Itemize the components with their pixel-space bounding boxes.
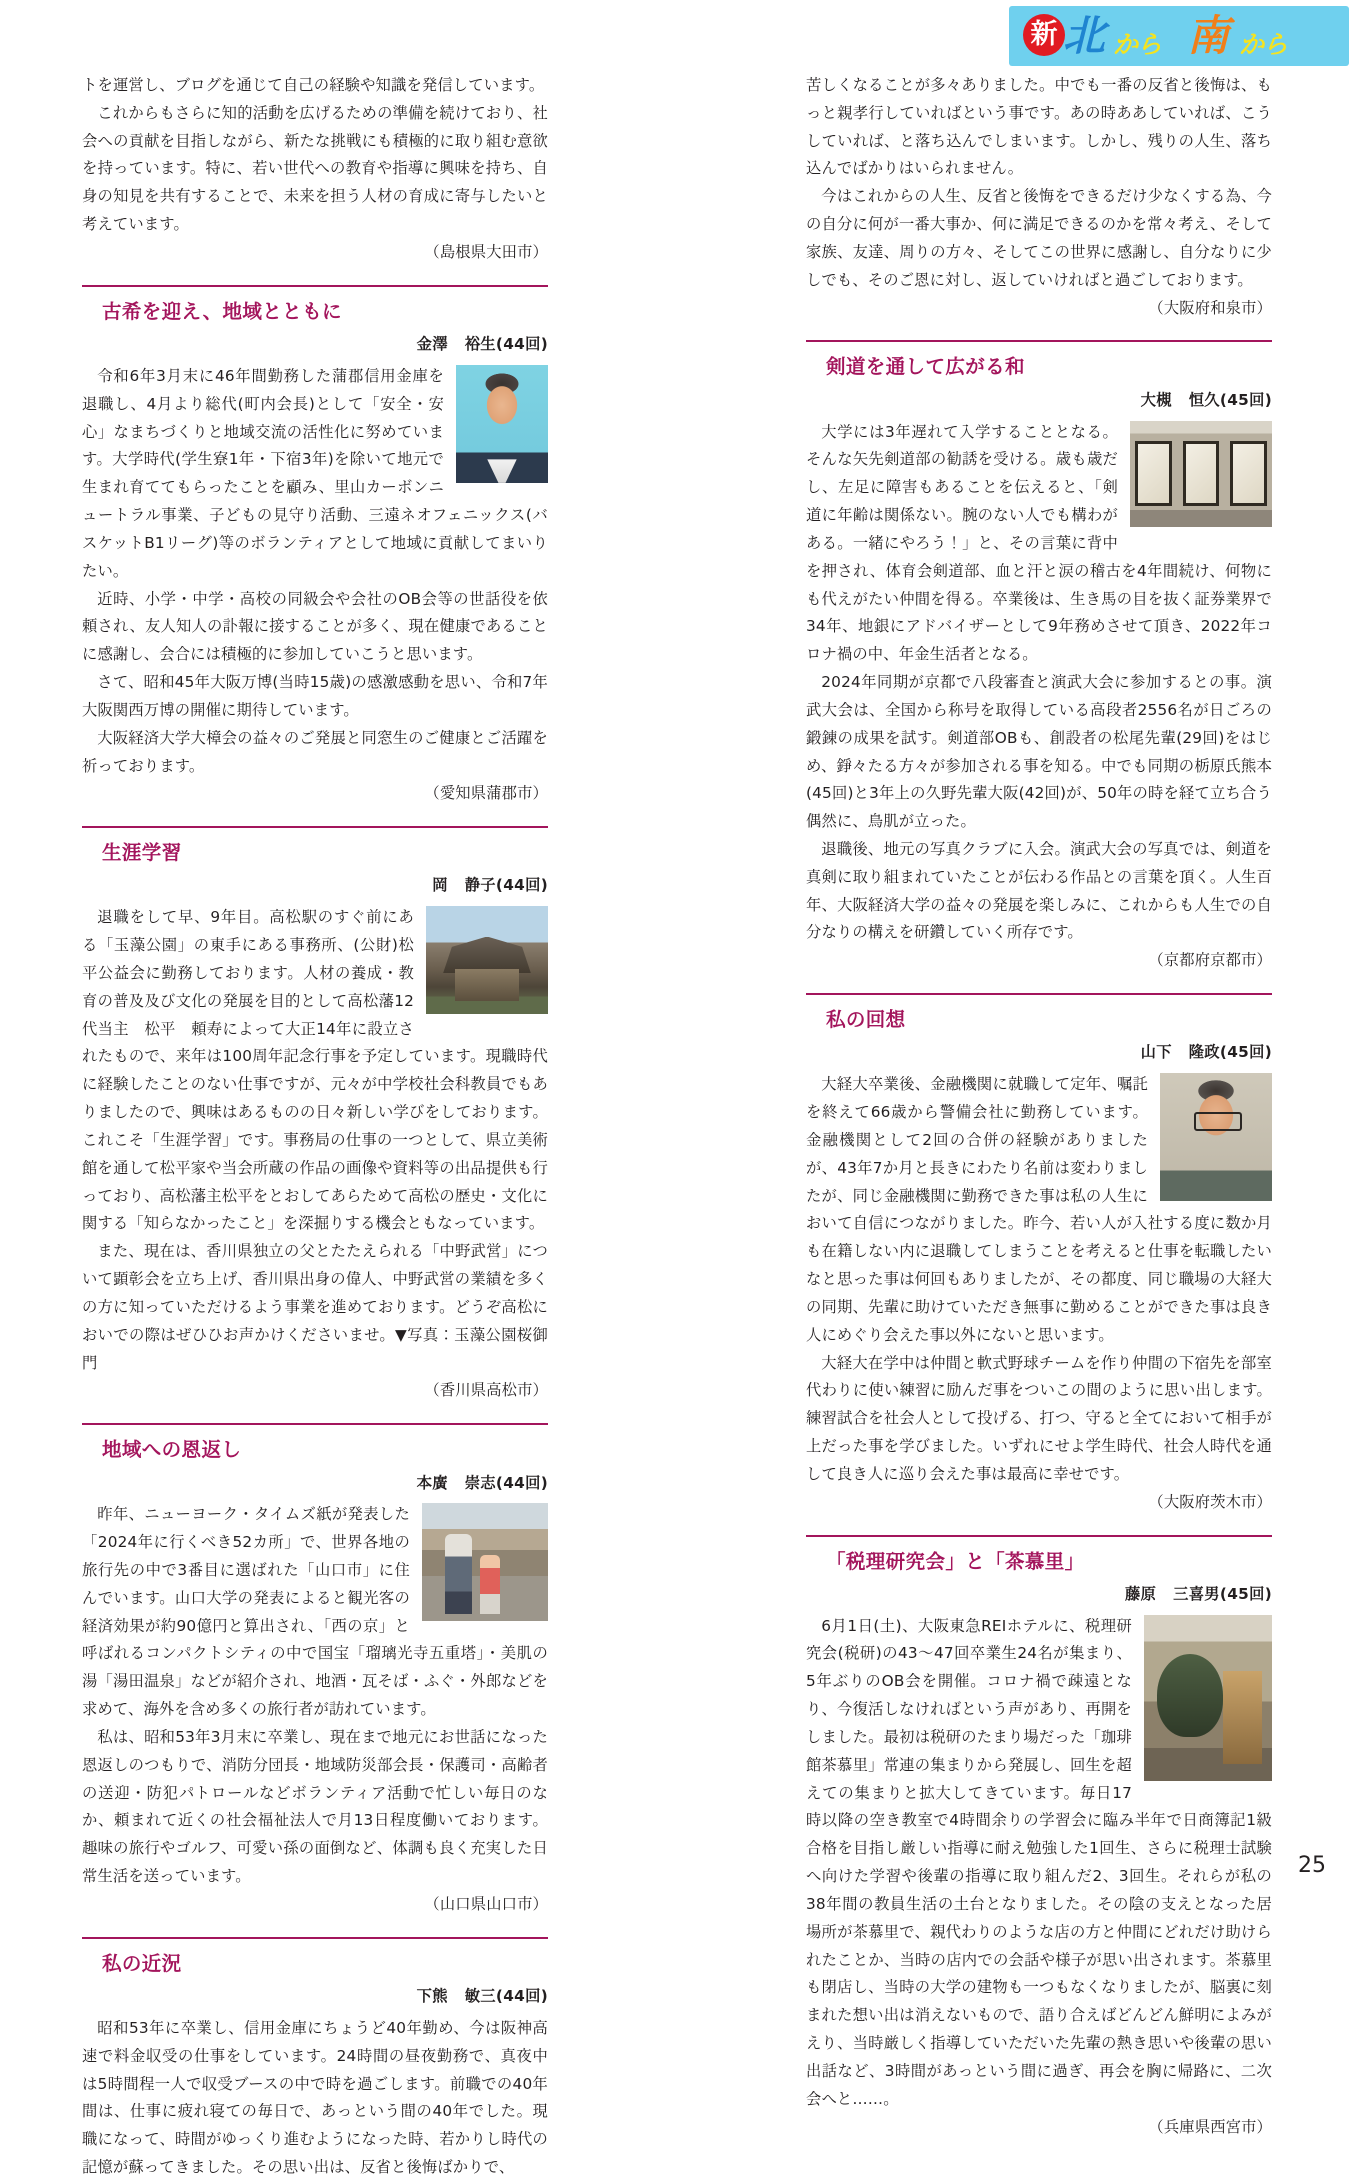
article-byline <box>82 1470 548 1498</box>
author-given-and-class: 隆政(45回) <box>1188 1043 1272 1062</box>
article-divider <box>806 340 1272 342</box>
masthead-word-minami: 南 <box>1187 11 1230 60</box>
author-surname: 金澤 <box>416 335 448 354</box>
article-title: 私の近況 <box>102 1951 182 1975</box>
author-surname: 山下 <box>1140 1043 1172 1062</box>
article-location: （兵庫県西宮市） <box>1148 2117 1272 2136</box>
photo-image <box>1160 1073 1272 1201</box>
article-location: （香川県高松市） <box>424 1381 548 1400</box>
article-byline <box>82 1983 548 2011</box>
paragraph: 退職をして早、9年目。高松駅のすぐ前にある「玉藻公園」の東手にある事務所、(公財)松平公益会に勤務しております。人材の養成・教育の普及及び文化の発展を目的として高松藩12代当主 松平 頼寿によって大正14年に設立されたもので、来年は100周年記念行事を予定しています。現職時代に経験したことのない仕事ですが、元々が中学校社会科教員でもありましたので、興味はあるものの日々新しい学びをしております。これこそ「生涯学習」です。事務局の仕事の一つとして、県立美術館を通して松平家や当会所蔵の作品の画像や資料等の出品提供も行っており、高松藩主松平をとおしてあらためて高松の歴史・文化に関する「知らなかったこと」を深掘りする機会ともなっています。 <box>82 908 548 1233</box>
paragraph: 昭和53年に卒業し、信用金庫にちょうど40年勤め、今は阪神高速で料金収受の仕事をしています。24時間の昼夜勤務で、真夜中は5時間程一人で収受ブースの中で時を過ごします。前職での40年間は、仕事に疲れ寝ての毎日で、あっという間の40年でした。現職になって、時間がゆっくり進むようになった時、若かりし時代の記憶が蘇ってきました。その思い出は、反省と後悔ばかりで、 <box>82 2018 548 2177</box>
article-divider <box>82 1423 548 1425</box>
article-shougai-gakushuu <box>82 826 548 1405</box>
column-right <box>806 72 1272 2141</box>
photo-image <box>456 365 548 483</box>
article-zeiri-kenkyuukai <box>806 1535 1272 2142</box>
article-chiiki-eno-ongaeshi <box>82 1423 548 1919</box>
paragraph: トを運営し、ブログを通じて自己の経験や知識を発信しています。 <box>82 76 545 94</box>
paragraph: 退職後、地元の写真クラブに入会。演武大会の写真では、剣道を真剣に取り組まれていたことが伝わる作品との言葉を頂く。人生百年、大阪経済大学の益々の発展を楽しみに、これからも人生での自分なりの構えを研鑽していく所存です。 <box>806 840 1272 942</box>
paragraph: 2024年同期が京都で八段審査と演武大会に参加するとの事。演武大会は、全国から称号を取得している高段者2556名が日ごろの鍛錬の成果を試す。剣道部OBも、創設者の松尾先輩(29回)をはじめ、錚々たる方々が参加される事を知る。中でも同期の栃原氏熊本(45回)と3年上の久野先輩大阪(42回)が、50年の時を経て立ち合う偶然に、鳥肌が立った。 <box>806 673 1272 831</box>
article-location: （山口県山口市） <box>424 1894 548 1913</box>
paragraph: 今はこれからの人生、反省と後悔をできるだけ少なくする為、今の自分に何が一番大事か、何に満足できるのかを常々考え、そして家族、友達、周りの方々、そしてこの世界に感謝し、自分なりに少しでも、そのご恩に対し、返していければと過ごしております。 <box>806 187 1272 289</box>
article-location: （島根県大田市） <box>424 242 548 261</box>
author-surname: 本廣 <box>416 1473 448 1492</box>
article-photo-castle-gate <box>426 906 548 1014</box>
author-given-and-class: 静子(44回) <box>464 876 548 895</box>
article-watashi-no-kinkyou <box>82 1937 548 2182</box>
article-byline <box>82 872 548 900</box>
photo-image <box>422 1503 548 1621</box>
article-photo-portrait <box>1160 1073 1272 1201</box>
masthead-banner-inner <box>1009 6 1349 66</box>
article-photo-framed-certificates <box>1130 421 1272 527</box>
article-photo-portrait <box>456 365 548 483</box>
paragraph: 近時、小学・中学・高校の同級会や会社のOB会等の世話役を依頼され、友人知人の訃報に接することが多く、現在健康であることに感謝し、会合には積極的に参加していこうと思います。 <box>82 589 548 664</box>
article-title: 私の回想 <box>826 1008 906 1032</box>
article-location: （大阪府茨木市） <box>1148 1492 1272 1511</box>
paragraph: 昨年、ニューヨーク・タイムズ紙が発表した「2024年に行くべき52カ所」で、世界各地の旅行先の中で3番目に選ばれた「山口市」に住んでいます。山口大学の発表によると観光客の経済効果が約90億円と算出され、「西の京」と呼ばれるコンパクトシティの中で国宝「瑠璃光寺五重塔」・美肌の湯「湯田温泉」などが紹介され、地酒・瓦そば・ふぐ・外郎などを求めて、海外を含め多くの旅行者が訪れています。 <box>82 1505 548 1719</box>
article-continued-left <box>82 72 548 267</box>
author-surname: 藤原 <box>1125 1584 1157 1603</box>
paragraph: また、現在は、香川県独立の父とたたえられる「中野武営」について顕彰会を立ち上げ、香川県出身の偉人、中野武営の業績を多くの方に知っていただけるよう事業を進めております。どうぞ高松においでの際はぜひひお声かけくださいませ。▼写真：玉藻公園桜御門 <box>82 1242 548 1372</box>
author-given-and-class: 崇志(44回) <box>464 1473 548 1492</box>
photo-image <box>426 906 548 1014</box>
article-kendo <box>806 340 1272 975</box>
article-title: 「税理研究会」と「茶慕里」 <box>826 1549 1085 1573</box>
column-left <box>82 72 548 2182</box>
article-byline <box>806 1581 1272 1609</box>
author-given-and-class: 敏三(44回) <box>464 1987 548 2006</box>
paragraph: 令和6年3月末に46年間勤務した蒲郡信用金庫を退職し、4月より総代(町内会長)として「安全・安心」なまちづくりと地域交流の活性化に努めています。大学時代(学生寮1年・下宿3年)を除いて地元で生まれ育ててもらったことを顧み、里山カーボンニュートラル事業、子どもの見守り活動、三遠ネオフェニックス(バスケットB1リーグ)等のボランティアとして地域に貢献してまいりたい。 <box>82 366 548 580</box>
article-location: （京都府京都市） <box>1148 951 1272 970</box>
paragraph: 大経大在学中は仲間と軟式野球チームを作り仲間の下宿先を部室代わりに使い練習に励んだ事をついこの間のように思い出します。練習試合を社会人として投げる、打つ、守ると全てにおいて相手が上だった事を学びました。いずれにせよ学生時代、社会人時代を通して良き人に巡り会えた事は最高に幸せです。 <box>806 1353 1272 1483</box>
paragraph: 6月1日(土)、大阪東急REIホテルに、税理研究会(税研)の43〜47回卒業生24名が集まり、5年ぶりのOB会を開催。コロナ禍で疎遠となり、今復活しなければという声があり、再開をしました。最初は税研のたまり場だった「珈琲館茶慕里」常連の集まりから発展し、回生を超えての集まりと拡大してきています。毎日17時以降の空き教室で4時間余りの学習会に臨み半年で日商簿記1級合格を目指し厳しい指導に耐え勉強した1回生、さらに税理士試験へ向けた学習や後輩の指導に取り組んだ2、3回生。それらが私の38年間の教員生活の土台となりました。その陰の支えとなった居場所が茶慕里で、親代わりのような店の方と仲間にどれだけ助けられたことか、当時の店内での会話や様子が思い出されます。茶慕里も閉店し、当時の大学の建物も一つもなくなりましたが、脳裏に刻まれた想い出は消えないもので、語り合えばどんどん鮮明によみがえり、当時厳しく指導していただいた先輩の熱き思いや後輩の思い出話など、3時間があっという間に過ぎ、再会を胸に帰路に、二次会へと……。 <box>806 1616 1272 2108</box>
photo-image <box>1144 1615 1272 1781</box>
article-byline <box>82 331 548 359</box>
masthead-banner <box>1009 6 1349 66</box>
article-byline <box>806 1039 1272 1067</box>
photo-image <box>1130 421 1272 527</box>
article-title: 地域への恩返し <box>102 1438 242 1462</box>
article-divider <box>806 1535 1272 1537</box>
article-divider <box>82 1937 548 1939</box>
paragraph: 大経大卒業後、金融機関に就職して定年、嘱託を終えて66歳から警備会社に勤務しています。金融機関として2回の合併の経験がありましたが、43年7か月と長きにわたり名前は変わりましたが、同じ金融機関に勤務できた事は私の人生において自信につながりました。昨今、若い人が入社する度に数か月も在籍しない内に退職してしまうことを考えると仕事を転職したいなと思った事は何回もありましたが、その都度、同じ職場の大経大の同期、先輩に助けていただき無事に勤めることができた事は良き人にめぐり会えた事以外にないと思います。 <box>806 1075 1272 1344</box>
article-divider <box>82 285 548 287</box>
masthead-word-kara-first: から <box>1113 30 1162 59</box>
article-divider <box>82 826 548 828</box>
article-kouki <box>82 285 548 808</box>
masthead-word-kita: 北 <box>1063 11 1106 60</box>
article-title: 生涯学習 <box>102 841 182 865</box>
article-title: 古希を迎え、地域とともに <box>102 299 342 323</box>
author-given-and-class: 三喜男(45回) <box>1173 1584 1272 1603</box>
author-surname: 岡 <box>432 876 448 895</box>
article-title: 剣道を通して広がる和 <box>826 355 1025 379</box>
author-given-and-class: 裕生(44回) <box>464 335 548 354</box>
paragraph: さて、昭和45年大阪万博(当時15歳)の感激感動を思い、令和7年大阪関西万博の開催に期待しています。 <box>82 673 548 719</box>
paragraph: 大阪経済大学大樟会の益々のご発展と同窓生のご健康とご活躍を祈っております。 <box>82 728 548 775</box>
page-number: 25 <box>1298 1853 1326 1878</box>
paragraph: 苦しくなることが多々ありました。中でも一番の反省と後悔は、もっと親孝行していればという事です。あの時ああしていれば、こうしていれば、と落ち込んでしまいます。しかし、残りの人生、落ち込んでばかりはいられません。 <box>806 76 1272 178</box>
masthead-new-badge: 新 <box>1023 14 1065 56</box>
paragraph: 私は、昭和53年3月末に卒業し、現在まで地元にお世話になった恩返しのつもりで、消防分団長・地域防災部会長・保護司・高齢者の送迎・防犯パトロールなどボランティア活動で忙しい毎日のなか、頼まれて近くの社会福祉法人で月13日程度働いております。趣味の旅行やゴルフ、可愛い孫の面倒など、体調も良く充実した日常生活を送っています。 <box>82 1727 548 1886</box>
paragraph: 大学には3年遅れて入学することとなる。そんな矢先剣道部の勧誘を受ける。歳も歳だし、左足に障害もあることを伝えると、「剣道に年齢は関係ない。腕のない人でも構わがある。一緒にやろう！」と、その言葉に背中を押され、体育会剣道部、血と汗と涙の稽古を4年間続け、何物にも代えがたい仲間を得る。卒業後は、生き馬の目を抜く証券業界で34年、地銀にアドバイザーとして9年務めさせて頂き、2022年コロナ禍の中、年金生活者となる。 <box>806 422 1272 664</box>
paragraph: これからもさらに知的活動を広げるための準備を続けており、社会への貢献を目指しながら、新たな挑戦にも積極的に取り組む意欲を持っています。特に、若い世代への教育や指導に興味を持ち、自身の知見を共有することで、未来を担う人材の育成に寄与したいと考えています。 <box>82 103 548 234</box>
author-surname: 下熊 <box>416 1987 448 2006</box>
article-continued-right <box>806 72 1272 322</box>
article-photo-cafe <box>1144 1615 1272 1781</box>
article-byline <box>806 387 1272 415</box>
masthead-word-kara-second: から <box>1239 30 1288 59</box>
article-divider <box>806 993 1272 995</box>
author-given-and-class: 恒久(45回) <box>1188 390 1272 409</box>
author-surname: 大槻 <box>1140 390 1172 409</box>
article-photo-street <box>422 1503 548 1621</box>
article-location: （大阪府和泉市） <box>1148 298 1272 317</box>
article-location: （愛知県蒲郡市） <box>424 784 548 803</box>
article-watashi-no-kaisou <box>806 993 1272 1516</box>
